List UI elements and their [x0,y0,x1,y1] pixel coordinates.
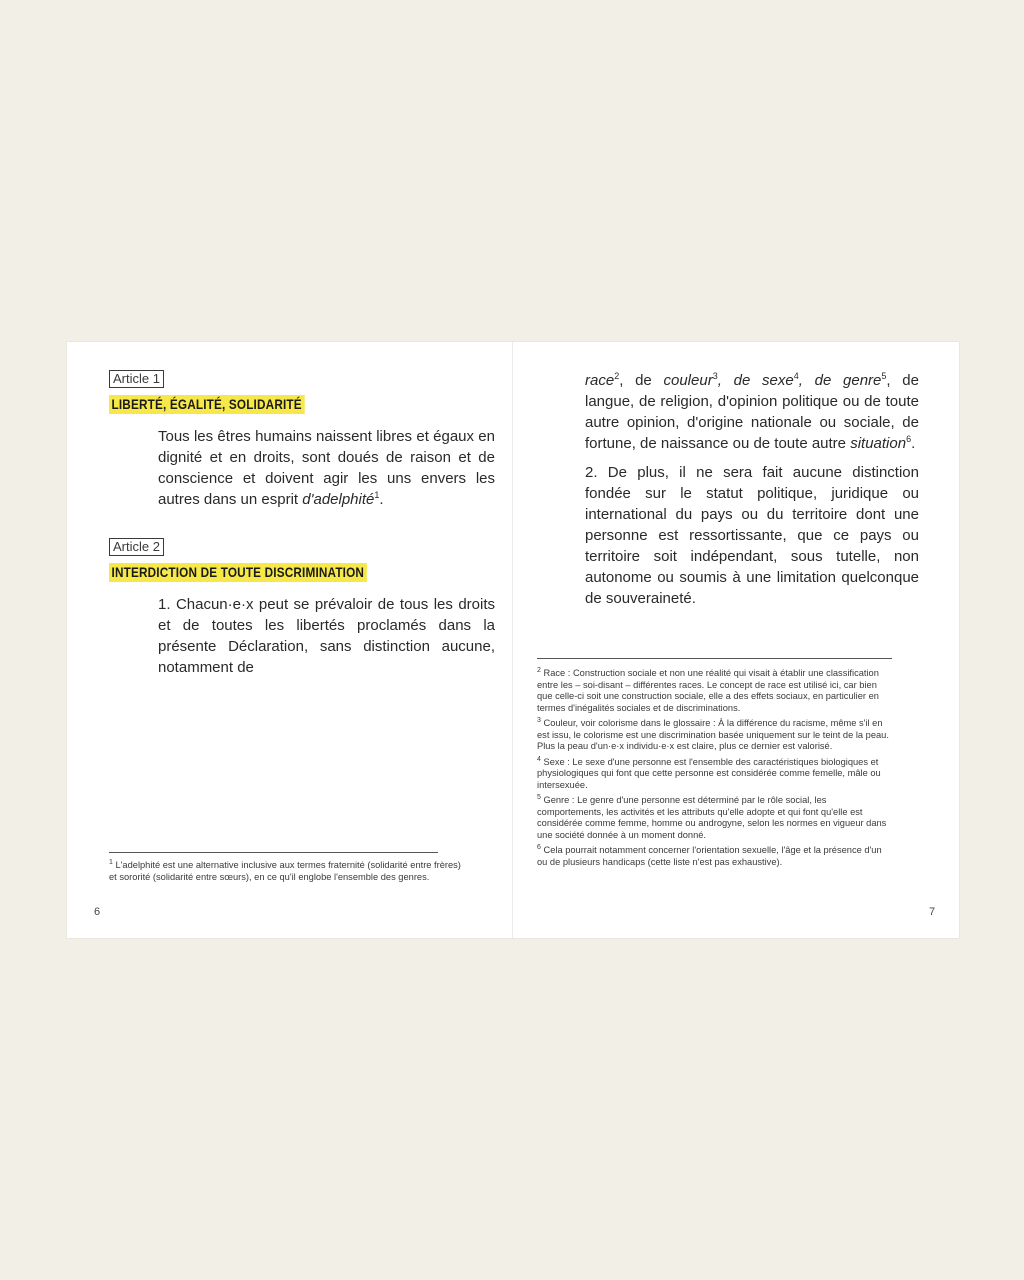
footnote-1: $^1$ L'adelphité est une alternative inclusive aux termes fraternité (solidarité entre frères) et sororité (solidarité entre sœurs), en ce qu'il englobe l'ensemble des genres. [109,858,461,882]
article-2-paragraph-2: 2. De plus, il ne sera fait aucune distinction fondée sur le statut politique, juridique ou international du pays ou du territoire dont une personne est ressortissante, que ce pays ou territoire soit indépendant, sous tutelle, non autonome ou soumis à une limitation quelconque de souveraineté. [585,464,919,607]
footnote-rule [109,852,438,853]
book-spread [67,342,959,938]
footnote-2: $^2$ Race : Construction sociale et non une réalité qui visait à établir une classification entre les – soi-disant – différentes races. Le concept de race est utilisé ici, car bien que celle-ci soit une construction sociale, elle a des effets sociaux, en particulier en termes d'inégalités sociales et de discriminations. [537,666,879,713]
footnote-3: $^3$ Couleur, voir colorisme dans le glossaire : À la différence du racisme, même s'il en est issu, le colorisme est une discrimination basée uniquement sur le teint de la peau. Plus la peau d'un·e·x individu·e·x est claire, plus ce dernier est valorisé. [537,716,889,751]
footnote-ref-5[interactable]: 5 [881,371,887,381]
footnote-5: $^5$ Genre : Le genre d'une personne est déterminé par le rôle social, les comportements, les activités et les attributs qu'elle adopte et qui font qu'elle est considérée comme femme, homme ou androgyne, selon les normes en vigueur dans une société donnée à un moment donné. [537,793,887,840]
article-1-tag: Article 1 [109,370,164,388]
footnotes-list [537,668,893,868]
page-number-right: 7 [929,906,936,918]
footnote-ref-4[interactable]: 4 [793,371,799,381]
article-1-heading: LIBERTÉ, ÉGALITÉ, SOLIDARITÉ [109,395,304,414]
right-page [513,342,959,938]
article-2-body: 1. Chacun·e·x peut se prévaloir de tous les droits et de toutes les libertés proclamés dans la présente Déclaration, sans distinction aucune, notamment de [158,596,495,676]
page-number-left: 6 [94,906,101,918]
left-page [67,342,513,938]
footnote-ref-6[interactable]: 6 [906,434,912,444]
article-2-continued: race$^2$, de couleur$^3$, de sexe$^4$, de genre$^5$, de langue, de religion, d'opinion politique ou de toute autre opinion, d'origine nationale ou sociale, de fortune, de naissance ou de toute autre situation$^6$. [585,371,919,452]
footnote-rule [537,658,892,659]
article-2-heading: INTERDICTION DE TOUTE DISCRIMINATION [109,563,367,582]
article-2-tag: Article 2 [109,538,164,556]
article-1-body: Tous les êtres humains naissent libres et égaux en dignité et en droits, sont doués de raison et de conscience et doivent agir les uns envers les autres dans un esprit d'adelphité$^1$. [158,428,495,508]
footnote-ref-1[interactable]: 1 [374,490,380,500]
footnote-ref-3[interactable]: 3 [712,371,718,381]
footnote-ref-2[interactable]: 2 [614,371,620,381]
footnote-6: $^6$ Cela pourrait notamment concerner l'orientation sexuelle, l'âge et la présence d'un ou de plusieurs handicaps (cette liste n'est pas exhaustive). [537,843,882,867]
footnote-4: $^4$ Sexe : Le sexe d'une personne est l'ensemble des caractéristiques biologiques et physiologiques qui font que cette personne est considérée comme femelle, mâle ou intersexuée. [537,755,881,790]
